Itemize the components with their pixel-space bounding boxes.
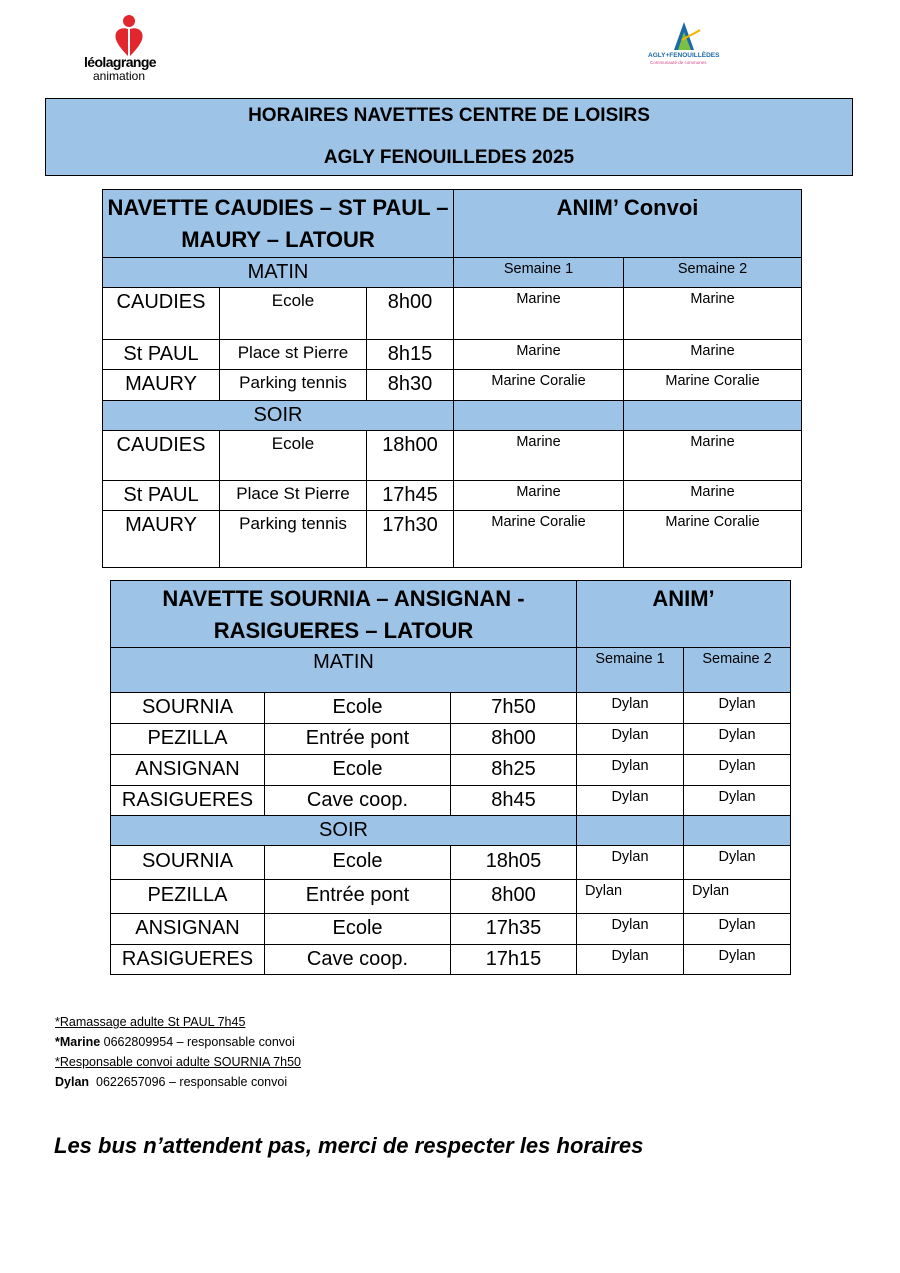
time-cell: 8h30 (367, 370, 454, 401)
week2-cell: Marine (624, 288, 802, 340)
stop-cell: PEZILLA (111, 724, 265, 755)
stop-cell: St PAUL (103, 340, 220, 370)
week1-cell: Marine Coralie (454, 370, 624, 401)
week1-cell: Dylan (577, 755, 684, 786)
table-row (111, 880, 791, 914)
table2-soir-empty-1 (577, 816, 684, 846)
week2-cell: Dylan (684, 914, 791, 945)
place-cell: Entrée pont (265, 724, 451, 755)
time-cell: 8h45 (451, 786, 577, 816)
table1-week1-header: Semaine 1 (454, 258, 624, 288)
week1-cell: Marine (454, 431, 624, 481)
time-cell: 7h50 (451, 693, 577, 724)
time-cell: 8h15 (367, 340, 454, 370)
time-cell: 17h45 (367, 481, 454, 511)
agly-fenouilledes-logo (644, 18, 724, 78)
week2-cell: Dylan (684, 693, 791, 724)
stop-cell: ANSIGNAN (111, 914, 265, 945)
week2-cell: Marine Coralie (624, 370, 802, 401)
table2-matin-label: MATIN (111, 648, 577, 693)
agly-logo-sub: Communauté de communes (650, 60, 707, 65)
week1-cell: Dylan (577, 786, 684, 816)
note-marine-phone: 0662809954 – responsable convoi (100, 1035, 295, 1049)
week2-cell: Marine (624, 340, 802, 370)
table2-title: NAVETTE SOURNIA – ANSIGNAN - RASIGUERES – LATOUR (111, 581, 577, 648)
table-row (103, 288, 802, 340)
navette-caudies-table (102, 189, 802, 568)
week1-cell: Marine Coralie (454, 511, 624, 568)
table1-title: NAVETTE CAUDIES – ST PAUL – MAURY – LATOUR (103, 190, 454, 258)
stop-cell: RASIGUERES (111, 786, 265, 816)
leo-lagrange-figure-icon (84, 12, 174, 56)
leo-lagrange-logo (84, 12, 174, 84)
time-cell: 18h05 (451, 846, 577, 880)
week1-cell: Dylan (577, 693, 684, 724)
stop-cell: MAURY (103, 370, 220, 401)
table-row (103, 370, 802, 401)
place-cell: Ecole (265, 846, 451, 880)
stop-cell: PEZILLA (111, 880, 265, 914)
stop-cell: MAURY (103, 511, 220, 568)
header-title-line1: HORAIRES NAVETTES CENTRE DE LOISIRS (248, 105, 650, 126)
table-row (103, 340, 802, 370)
week2-cell: Dylan (684, 755, 791, 786)
table-row (103, 481, 802, 511)
time-cell: 8h00 (367, 288, 454, 340)
stop-cell: ANSIGNAN (111, 755, 265, 786)
week2-cell: Dylan (684, 846, 791, 880)
week2-cell: Dylan (684, 786, 791, 816)
table-row (111, 846, 791, 880)
table-row (103, 511, 802, 568)
note-responsable-sournia: *Responsable convoi adulte SOURNIA 7h50 (55, 1055, 301, 1069)
week1-cell: Marine (454, 288, 624, 340)
table2-week2-header: Semaine 2 (684, 648, 791, 693)
place-cell: Ecole (265, 693, 451, 724)
week1-cell: Dylan (577, 724, 684, 755)
place-cell: Ecole (265, 755, 451, 786)
place-cell: Cave coop. (265, 945, 451, 975)
table-row (111, 786, 791, 816)
week2-cell: Marine (624, 481, 802, 511)
note-dylan-name: Dylan (55, 1075, 90, 1089)
footer-warning: Les bus n’attendent pas, merci de respecter les horaires (54, 1133, 644, 1158)
time-cell: 8h00 (451, 724, 577, 755)
stop-cell: St PAUL (103, 481, 220, 511)
table2-week1-header: Semaine 1 (577, 648, 684, 693)
stop-cell: CAUDIES (103, 288, 220, 340)
navette-sournia-table (110, 580, 791, 975)
agly-mountain-icon (644, 18, 724, 52)
time-cell: 17h30 (367, 511, 454, 568)
week2-cell: Dylan (684, 880, 791, 914)
table2-anim-title: ANIM’ (577, 581, 791, 648)
week2-cell: Marine (624, 431, 802, 481)
week2-cell: Marine Coralie (624, 511, 802, 568)
table-row (103, 431, 802, 481)
week1-cell: Dylan (577, 846, 684, 880)
place-cell: Parking tennis (220, 511, 367, 568)
logo-brand-text: léolagrange (84, 54, 156, 70)
time-cell: 17h15 (451, 945, 577, 975)
table-row (111, 693, 791, 724)
week2-cell: Dylan (684, 945, 791, 975)
table-row (111, 755, 791, 786)
time-cell: 17h35 (451, 914, 577, 945)
place-cell: Ecole (220, 288, 367, 340)
note-marine-name: *Marine (55, 1035, 101, 1049)
table1-week2-header: Semaine 2 (624, 258, 802, 288)
week1-cell: Marine (454, 481, 624, 511)
table-row (111, 945, 791, 975)
header-title-line2: AGLY FENOUILLEDES 2025 (323, 147, 575, 168)
place-cell: Cave coop. (265, 786, 451, 816)
week1-cell: Marine (454, 340, 624, 370)
table2-soir-label: SOIR (111, 816, 577, 846)
header-box (45, 98, 853, 176)
agly-logo-name: AGLY+FENOUILLÈDES (648, 52, 720, 59)
note-dylan-phone: 0622657096 – responsable convoi (89, 1075, 288, 1089)
table1-soir-empty-1 (454, 401, 624, 431)
time-cell: 18h00 (367, 431, 454, 481)
stop-cell: RASIGUERES (111, 945, 265, 975)
place-cell: Parking tennis (220, 370, 367, 401)
note-dylan (55, 1072, 301, 1092)
stop-cell: SOURNIA (111, 846, 265, 880)
table1-matin-label: MATIN (103, 258, 454, 288)
table2-soir-empty-2 (684, 816, 791, 846)
time-cell: 8h00 (451, 880, 577, 914)
week1-cell: Dylan (577, 880, 684, 914)
week1-cell: Dylan (577, 945, 684, 975)
notes-block (55, 1012, 301, 1092)
place-cell: Ecole (265, 914, 451, 945)
table1-soir-label: SOIR (103, 401, 454, 431)
stop-cell: SOURNIA (111, 693, 265, 724)
week2-cell: Dylan (684, 724, 791, 755)
place-cell: Entrée pont (265, 880, 451, 914)
stop-cell: CAUDIES (103, 431, 220, 481)
table-row (111, 724, 791, 755)
place-cell: Ecole (220, 431, 367, 481)
note-marine (55, 1032, 301, 1052)
time-cell: 8h25 (451, 755, 577, 786)
note-ramassage: *Ramassage adulte St PAUL 7h45 (55, 1015, 246, 1029)
table-row (111, 914, 791, 945)
table1-soir-empty-2 (624, 401, 802, 431)
week1-cell: Dylan (577, 914, 684, 945)
logo-sub-text: animation (93, 69, 146, 83)
table1-anim-title: ANIM’ Convoi (454, 190, 802, 258)
place-cell: Place St Pierre (220, 481, 367, 511)
place-cell: Place st Pierre (220, 340, 367, 370)
